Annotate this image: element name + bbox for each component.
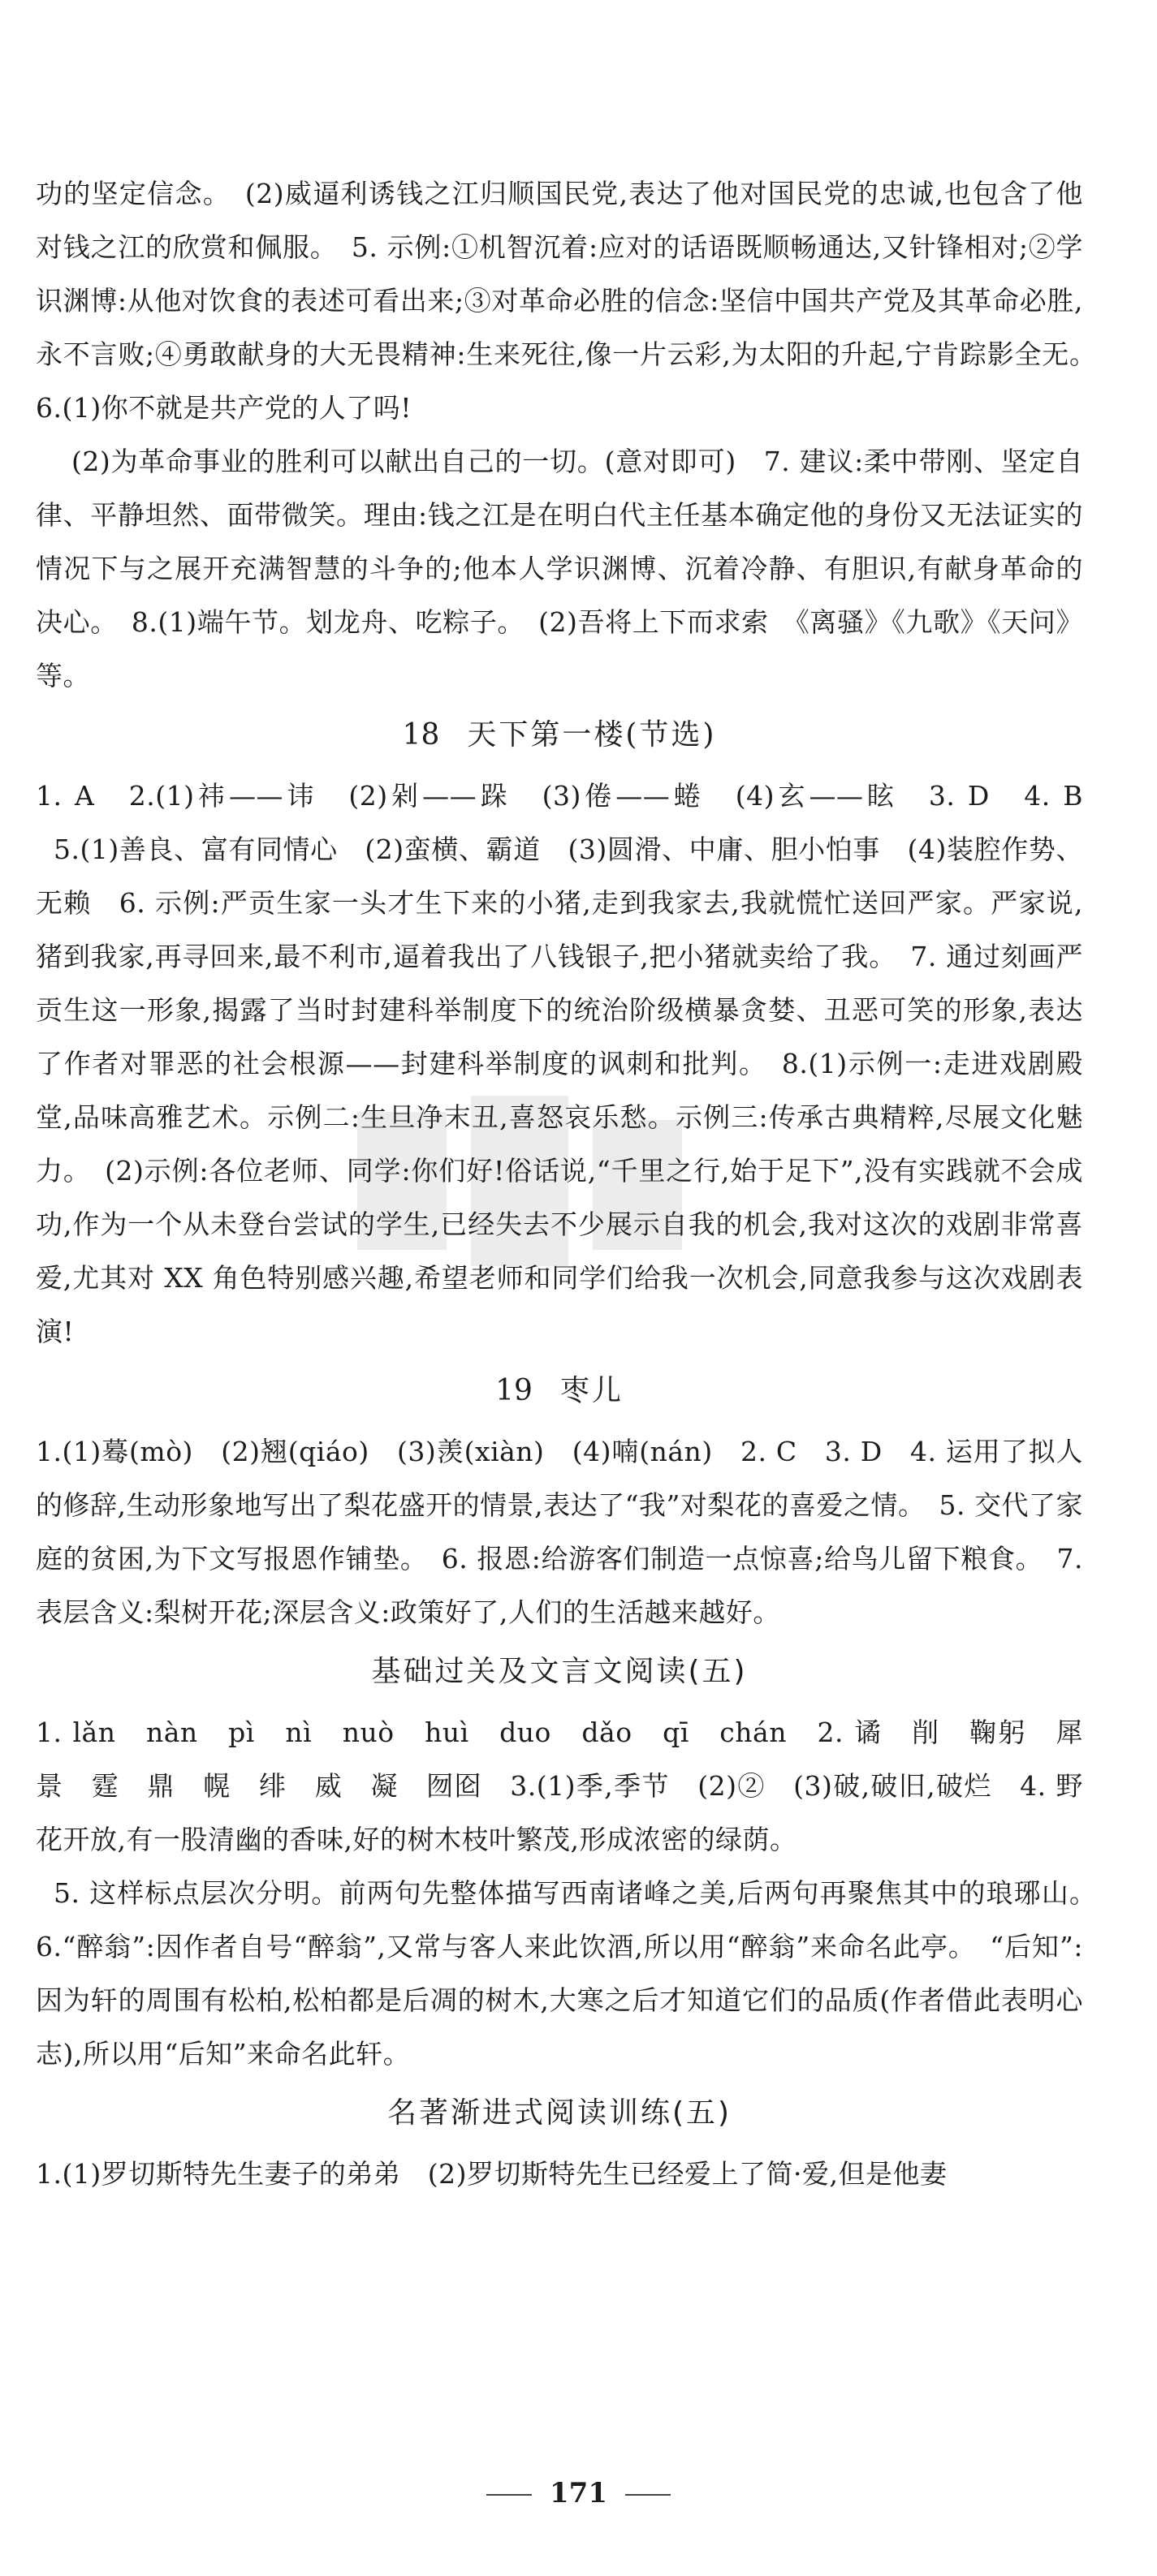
section-title: 枣儿: [559, 1374, 624, 1407]
answer-paragraph: 1.(1)蓦(mò) (2)翘(qiáo) (3)羡(xiàn) (4)喃(nán) 2. C 3. D 4. 运用了拟人的修辞,生动形象地写出了梨花盛开的情景,表达了“我”对梨花的喜爱之情。 5. 交代了家庭的贫困,为下文写报恩作铺垫。 6. 报恩:给游客们制造一点惊喜;给鸟儿留下粮食。 7. 表层含义:梨树开花;深层含义:政策好了,人们的生活越来越好。: [36, 1436, 1083, 1628]
section-number: 19: [495, 1374, 533, 1407]
answer-paragraph: 1.(1)罗切斯特先生妻子的弟弟 (2)罗切斯特先生已经爱上了简·爱,但是他妻: [36, 2158, 948, 2190]
page-number-dash-left: [486, 2494, 532, 2496]
section-title: 基础过关及文言文阅读(五): [371, 1655, 748, 1688]
answer-paragraph: 1. A 2.(1)祎——讳 (2)剁——跺 (3)倦——蜷 (4)玄——眩 3. D 4. B: [36, 780, 1083, 812]
page-number-value: 171: [550, 2477, 607, 2509]
answer-content: [36, 167, 1111, 2201]
answer-paragraph: (2)为革命事业的胜利可以献出自己的一切。(意对即可) 7. 建议:柔中带刚、坚定自律、平静坦然、面带微笑。理由:钱之江是在明白代主任基本确定他的身份又无法证实的情况下与之展开充满智慧的斗争的;他本人学识渊博、沉着冷静、有胆识,有献身革命的决心。 8.(1)端午节。划龙舟、吃粽子。 (2)吾将上下而求索 《离骚》《九歌》《天问》等。: [36, 446, 1083, 691]
section-title: 天下第一楼(节选): [467, 718, 717, 752]
section-heading-basic: [36, 1643, 1083, 1701]
section-heading-18: [36, 706, 1083, 765]
answer-paragraph: 1. lǎn nàn pì nì nuò huì duo dǎo qī chán 2. 谲 削 鞠躬 犀 景 霆 鼎 幌 绯 威 凝 囫囵 3.(1)季,季节 (2)② (3)破,破旧,破烂 4. 野花开放,有一股清幽的香味,好的树木枝叶繁茂,形成浓密的绿荫。: [36, 1717, 1111, 1855]
answer-paragraph: 5.(1)善良、富有同情心 (2)蛮横、霸道 (3)圆滑、中庸、胆小怕事 (4)装腔作势、无赖 6. 示例:严贡生家一头才生下来的小猪,走到我家去,我就慌忙送回严家。严家说,猪到我家,再寻回来,最不利市,逼着我出了八钱银子,把小猪就卖给了我。 7. 通过刻画严贡生这一形象,揭露了当时封建科举制度下的统治阶级横暴贪婪、丑恶可笑的形象,表达了作者对罪恶的社会根源——封建科举制度的讽刺和批判。 8.(1)示例一:走进戏剧殿堂,品味高雅艺术。示例二:生旦净末丑,喜怒哀乐愁。示例三:传承古典精粹,尽展文化魅力。 (2)示例:各位老师、同学:你们好!俗话说,“千里之行,始于足下”,没有实践就不会成功,作为一个从未登台尝试的学生,已经失去不少展示自我的机会,我对这次的戏剧非常喜爱,尤其对 XX 角色特别感兴趣,希望老师和同学们给我一次机会,同意我参与这次戏剧表演!: [36, 834, 1083, 1347]
answer-paragraph: 功的坚定信念。 (2)威逼利诱钱之江归顺国民党,表达了他对国民党的忠诚,也包含了他对钱之江的欣赏和佩服。 5. 示例:①机智沉着:应对的话语既顺畅通达,又针锋相对;②学识渊博:从他对饮食的表述可看出来;③对革命必胜的信念:坚信中国共产党及其革命必胜,永不言败;④勇敢献身的大无畏精神:生来死往,像一片云彩,为太阳的升起,宁肯踪影全无。 6.(1)你不就是共产党的人了吗!: [36, 178, 1111, 424]
section-number: 18: [402, 718, 440, 752]
page-number-dash-right: [625, 2494, 671, 2496]
section-heading-19: [36, 1362, 1083, 1420]
page-number: [0, 2477, 1157, 2509]
answer-paragraph: 5. 这样标点层次分明。前两句先整体描写西南诸峰之美,后两句再聚焦其中的琅琊山。 6.“醉翁”:因作者自号“醉翁”,又常与客人来此饮酒,所以用“醉翁”来命名此亭。 “后知”:因为轩的周围有松柏,松柏都是后凋的树木,大寒之后才知道它们的品质(作者借此表明心志),所以用“后知”来命名此轩。: [36, 1877, 1111, 2070]
section-heading-classic: [36, 2084, 1083, 2143]
section-title: 名著渐进式阅读训练(五): [386, 2096, 732, 2130]
